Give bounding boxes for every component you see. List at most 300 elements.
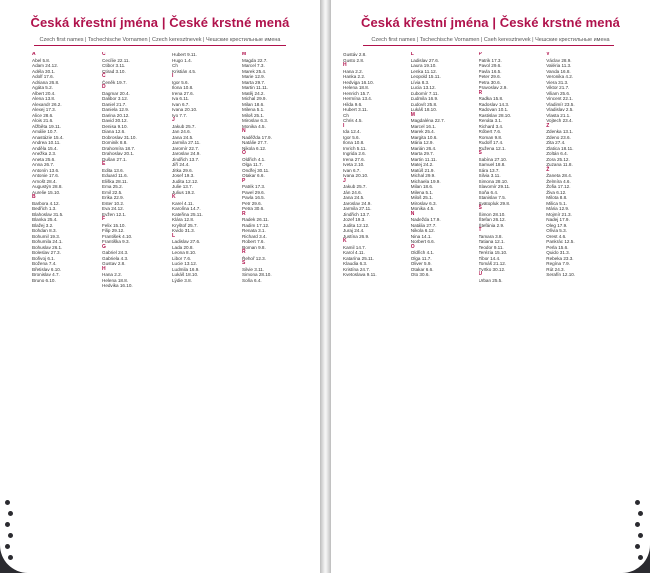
name-entry: Božena 7.4. (32, 261, 57, 266)
names-column (479, 52, 547, 559)
name-entry: Zdeno 23.6. (546, 134, 571, 140)
name-entry: Jaroslav 24.9. (172, 151, 201, 156)
name-entry: Soňa 6.4. (478, 189, 499, 195)
name-entry: Ivo 7.7. (172, 112, 188, 118)
name-entry: Rebeka 23.3. (546, 255, 574, 261)
name-entry: Jakub 25.7. (172, 123, 196, 129)
name-entry: Henrich 15.7. (343, 90, 371, 96)
name-entry: Roman 9.8. (242, 244, 266, 250)
name-entry: Jakub 25.7. (343, 184, 367, 189)
name-entry: Hugo 1.4. (172, 57, 192, 63)
names-column (172, 52, 242, 559)
name-entry: Monika 4.5. (410, 206, 435, 211)
letter-heading: T (478, 227, 482, 233)
name-entry: Magdaléna 22.7. (410, 118, 445, 123)
name-entry: Orest 4.6. (546, 233, 567, 239)
name-entry: Kamil 14.7. (343, 244, 366, 250)
letter-heading: L (410, 52, 414, 57)
name-entry: Miloš 25.1. (242, 112, 265, 118)
book-spine (320, 0, 331, 573)
name-entry: Zita 27.4. (546, 140, 566, 145)
letter-heading: L (172, 232, 176, 239)
letter-heading: K (172, 194, 176, 200)
name-entry: Čeněk 19.7. (102, 79, 127, 85)
name-entry: Adam 24.12. (32, 63, 59, 68)
name-entry: Amálie 10.7. (32, 129, 58, 134)
name-entry: Judita 12.12. (172, 178, 199, 184)
name-entry: Dagmar 20.4. (102, 90, 130, 96)
letter-heading: N (410, 210, 415, 217)
name-entry: Daniel 21.7. (102, 101, 127, 107)
name-entry: Adolf 17.6. (32, 74, 54, 79)
letter-heading: I (172, 73, 174, 79)
name-entry: Pavel 29.6. (242, 189, 265, 195)
letter-heading: A (32, 52, 36, 57)
name-entry: Ladislav 27.6. (410, 57, 440, 63)
name-entry: Laura 19.10. (410, 63, 437, 68)
name-entry: Hana 2.2. (102, 272, 122, 277)
name-entry: Karolína 14.7. (172, 206, 201, 211)
name-entry: František 4.10. (102, 233, 133, 239)
letter-heading: Č (102, 73, 106, 79)
name-entry: Nikola 6.12. (410, 228, 436, 233)
page-title: Česká křestní jména | České krstné mená (30, 15, 290, 30)
names-column (343, 52, 411, 559)
letter-heading: O (410, 243, 415, 250)
name-entry: Marcel 16.1. (410, 123, 437, 129)
letter-heading: Ž (546, 166, 550, 173)
name-entry: Pavla 16.5. (478, 68, 502, 74)
name-entry: Klaudia 6.3. (343, 261, 368, 266)
name-entry: Karel 4.11. (172, 200, 194, 206)
binding-hole (638, 533, 643, 538)
name-entry: Judita 12.12. (343, 222, 370, 228)
name-entry: Veronika 4.2. (546, 74, 574, 79)
name-entry: Helena 18.8. (102, 277, 129, 283)
name-entry: Vojtech 23.4. (546, 118, 573, 123)
name-entry: Oldřich 4.1. (242, 156, 266, 162)
name-entry: Svätopluk 29.8. (478, 200, 511, 206)
binding-hole (638, 511, 643, 516)
name-entry: Leopold 15.11. (410, 74, 441, 79)
name-entry: Michal 29.9. (242, 96, 267, 101)
name-entry: Hubert 3.11. (343, 107, 368, 112)
name-entry: Ľudmila 16.9. (410, 96, 439, 101)
name-entry: Patrik 17.3. (242, 184, 266, 189)
name-entry: Ľubomír 7.11. (410, 90, 439, 96)
name-entry: Aurelie 15.10. (32, 189, 61, 195)
name-entry: Tamara 3.8. (478, 233, 503, 239)
letter-heading: R (242, 210, 246, 217)
names-column (32, 52, 102, 559)
names-column (102, 52, 172, 559)
name-entry: Štefánia 2.9. (478, 222, 505, 228)
name-entry: Katarína 25.11. (343, 255, 375, 261)
name-entry: Rudolf 17.4. (478, 140, 504, 145)
name-entry: Vladislav 2.5. (546, 107, 574, 112)
name-entry: Dominik 8.8. (102, 140, 128, 145)
name-entry: Anděla 15.4. (32, 145, 58, 151)
name-entry: Františka 9.3. (102, 239, 130, 244)
name-entry: Milena 5.1. (242, 107, 265, 112)
names-column (242, 52, 312, 559)
name-entry: Viktor 21.7. (546, 85, 570, 90)
name-entry: Erika 22.9. (102, 195, 124, 200)
name-entry: Darina 20.12. (102, 112, 130, 118)
name-entry: Vlasta 21.1. (546, 112, 571, 118)
name-entry: Alice 28.6. (32, 112, 54, 118)
name-entry: Pavol 29.6. (478, 63, 502, 68)
name-entry: Iveta 2.10. (343, 162, 365, 167)
name-entry: Cecílie 22.11. (102, 57, 130, 63)
name-entry: Richard 3.4. (478, 123, 504, 129)
name-entry: Simona 28.10. (478, 178, 509, 184)
name-entry: Magda 22.7. (242, 57, 268, 63)
binding-hole (5, 522, 10, 527)
letter-heading: P (478, 52, 482, 57)
name-entry: Eduard 11.6. (102, 173, 128, 178)
letter-heading: G (102, 243, 106, 250)
name-entry: Pravoslav 2.9. (478, 85, 508, 90)
binding-hole (638, 555, 643, 560)
letter-heading: I (343, 122, 345, 129)
name-entry: Otakar 6.6. (242, 173, 265, 178)
name-entry: Matúš 21.9. (410, 167, 435, 173)
name-entry: Augustýn 28.8. (32, 184, 63, 189)
name-entry: Justína 26.9. (343, 233, 370, 239)
name-entry: Jana 24.5. (343, 195, 365, 200)
names-columns (343, 52, 614, 559)
name-entry: Jindřich 13.7. (343, 211, 371, 217)
name-entry: Jaromír 22.7. (172, 145, 200, 151)
name-entry: Ema 25.2. (102, 184, 123, 189)
name-entry: Hedviga 16.10. (343, 79, 374, 85)
letter-heading: J (172, 117, 175, 123)
title-rule (34, 45, 286, 46)
binding-hole (8, 511, 13, 516)
name-entry: Marek 25.4. (242, 68, 267, 74)
name-entry: Bruno 6.10. (32, 277, 56, 283)
name-entry: Anežka 2.3. (32, 151, 57, 156)
name-entry: Žaneta 28.4. (546, 173, 573, 178)
name-entry: Urban 25.5. (478, 277, 503, 283)
letter-heading: P (242, 177, 246, 184)
name-entry: Julius 19.2. (172, 189, 196, 195)
name-entry: Emil 22.5. (102, 189, 123, 195)
name-entry: Kryštof 25.7. (172, 222, 198, 228)
name-entry: Ružena 12.1. (478, 145, 506, 151)
name-entry: Aneta 25.6. (32, 156, 56, 162)
name-entry: Adéla 30.1. (32, 68, 56, 74)
binding-hole (8, 533, 13, 538)
name-entry: Serafín 12.10. (546, 272, 576, 277)
name-entry: Václav 28.9. (546, 57, 572, 63)
name-entry: Jarmila 27.11. (172, 140, 201, 145)
name-entry: Tatiana 12.1. (478, 239, 505, 244)
name-entry: Tibor 14.4. (478, 255, 501, 261)
name-entry: Regína 7.9. (546, 261, 571, 266)
page-title: Česká křestní jména | České krstné mená (360, 15, 620, 30)
name-entry: Bořivoj 6.1. (32, 255, 55, 261)
name-entry: Viliam 25.6. (546, 90, 571, 96)
name-entry: Marcel 7.3. (242, 63, 265, 68)
name-entry: Peter 29.6. (478, 74, 501, 79)
name-entry: Hana 2.2. (343, 68, 363, 74)
name-entry: Milena 5.1. (410, 189, 434, 195)
name-entry: Bohdan 8.3. (32, 228, 57, 233)
letter-heading: Ř (242, 249, 246, 255)
name-entry: Alena 13.8. (32, 96, 56, 101)
name-entry: Otakar 6.6. (410, 266, 434, 272)
name-entry: Marek 25.4. (410, 129, 436, 134)
name-entry: Ivan 6.7. (172, 101, 190, 107)
name-entry: Nadej 17.9. (546, 217, 570, 222)
letter-heading: J (343, 177, 346, 184)
name-entry: Radoslav 14.3. (478, 101, 510, 107)
letter-heading: E (102, 161, 106, 167)
name-entry: Marta 29.7. (410, 151, 434, 156)
name-entry: Hilda 9.6. (343, 101, 363, 107)
name-entry: Kateřina 25.11. (172, 211, 203, 217)
name-entry: Teodor 9.11. (478, 244, 504, 250)
name-entry: Samuel 18.8. (478, 162, 506, 167)
name-entry: Tomáš 21.12. (478, 261, 507, 266)
name-entry: Ctirad 3.10. (102, 68, 126, 74)
name-entry: Hubert 9.11. (172, 52, 197, 57)
name-entry: Perla 15.6. (546, 244, 569, 250)
name-entry: Mária 12.9. (410, 140, 434, 145)
name-entry: Kvido 31.3. (172, 228, 195, 233)
name-entry: Viera 31.3. (546, 79, 569, 85)
name-entry: Renata 3.1. (242, 228, 266, 233)
name-entry: Ingrida 2.6. (343, 151, 366, 156)
name-entry: Jozef 19.3. (343, 217, 366, 222)
name-entry: Drahomíra 18.7. (102, 145, 136, 151)
name-entry: Richard 3.4. (242, 233, 267, 239)
name-entry: Anastázie 15.4. (32, 134, 64, 140)
binding-holes-left (3, 0, 17, 573)
name-entry: Robert 7.6. (242, 239, 265, 244)
name-entry: Gustáv 2.8. (343, 52, 367, 57)
name-entry: Blanka 25.4. (32, 217, 58, 222)
name-entry: Petra 30.6. (242, 206, 265, 211)
name-entry: Pankrác 12.5. (546, 239, 575, 244)
name-entry: Olga 11.7. (410, 255, 432, 261)
name-entry: Michaela 19.9. (410, 178, 441, 184)
letter-heading: U (478, 271, 483, 277)
letter-heading: F (102, 216, 106, 222)
name-entry: Kristián 4.5. (172, 68, 197, 74)
name-entry: Bohuslav 26.1. (32, 244, 63, 250)
name-entry: Iva 6.11. (172, 96, 190, 101)
name-entry: Martin 11.11. (410, 156, 437, 162)
binding-hole (635, 544, 640, 549)
binding-hole (5, 500, 10, 505)
name-entry: Evžen 12.1. (102, 211, 127, 217)
name-entry: Ilona 10.8. (172, 85, 194, 90)
name-entry: Irena 27.6. (343, 156, 365, 162)
name-entry: Alžběta 19.11. (32, 123, 62, 129)
name-entry: Mojmír 21.3. (546, 211, 572, 217)
name-entry: Eva 24.12. (102, 206, 124, 211)
name-entry: Rastislav 28.10. (478, 112, 512, 118)
name-entry: Silvia 3.11. (478, 173, 501, 178)
name-entry: Drahoslav 20.1. (102, 151, 135, 156)
letter-heading: C (102, 52, 106, 57)
name-entry: Jaroslav 24.9. (343, 200, 372, 206)
name-entry: Marián 26.4. (410, 145, 437, 151)
name-entry: Andrea 10.11. (32, 140, 61, 145)
name-entry: Norbert 6.6. (410, 239, 436, 244)
name-entry: Dušan 27.1. (102, 156, 127, 162)
name-entry: David 30.12. (102, 118, 128, 123)
name-entry: Bedřich 1.3. (32, 206, 57, 211)
name-entry: Bohumil 19.3. (32, 233, 61, 239)
name-entry: Adriana 26.8. (32, 79, 60, 85)
name-entry: Radim 17.12. (242, 222, 270, 228)
name-entry: Alexandr 26.2. (32, 101, 62, 107)
name-entry: Gustav 2.8. (102, 261, 126, 266)
name-entry: Denisa 9.10. (102, 123, 128, 129)
left-page (0, 0, 320, 573)
name-entry: Miroslav 6.3. (242, 118, 269, 123)
name-entry: Martin 11.11. (242, 85, 269, 90)
name-entry: Petr 29.6. (242, 200, 262, 206)
name-entry: Lýdie 3.8. (172, 277, 192, 283)
name-entry: Terézia 15.10. (478, 250, 508, 255)
name-entry: Ivana 20.10. (343, 173, 369, 178)
letter-heading: V (546, 52, 550, 57)
name-entry: Oldřich 4.1. (410, 250, 435, 255)
name-entry: Rút 24.3. (546, 266, 565, 272)
name-entry: Daniela 12.9. (102, 107, 130, 112)
name-entry: Ida 12.4. (343, 129, 361, 134)
name-entry: Arnošt 28.4. (32, 178, 57, 184)
name-entry: Monika 4.5. (242, 123, 266, 129)
letter-heading: O (242, 150, 246, 156)
name-entry: Simona 28.10. (242, 272, 272, 277)
letter-heading: S (478, 150, 482, 156)
name-entry: Šimon 28.10. (478, 211, 506, 217)
name-entry: Ján 24.6. (343, 189, 362, 195)
name-entry: Felix 15.10. (102, 222, 126, 228)
name-entry: Zoltán 6.4. (546, 151, 568, 156)
page-subtitle: Czech first names | Tschechische Vornamen | Czech keresztnevek | Чешские крестильные имена (39, 37, 281, 43)
name-entry: Řehoř 12.3. (242, 255, 267, 261)
name-entry: Karol 4.11. (343, 250, 365, 255)
name-entry: Gabriel 24.3. (102, 250, 129, 255)
binding-hole (5, 544, 10, 549)
name-entry: Hermína 13.4. (343, 96, 373, 101)
name-entry: Margita 10.6. (410, 134, 438, 140)
letter-heading: N (242, 128, 246, 134)
letter-heading: H (343, 62, 347, 68)
name-entry: Edita 13.6. (102, 167, 124, 173)
name-entry: Valéria 11.3. (546, 63, 572, 68)
binding-hole (635, 522, 640, 527)
name-entry: Jana 24.5. (172, 134, 194, 140)
name-entry: Nadežda 17.9. (410, 217, 441, 222)
name-entry: Igor 5.6. (172, 79, 189, 85)
name-entry: Bohumila 24.1. (32, 239, 63, 244)
name-entry: Natálie 27.7. (242, 140, 268, 145)
name-entry: Silvie 3.11. (242, 266, 265, 272)
name-entry: Filip 29.12. (102, 228, 125, 233)
name-entry: Ch (172, 63, 178, 68)
name-entry: Radka 15.8. (478, 96, 504, 101)
name-entry: Matěj 24.2. (242, 90, 265, 96)
name-entry: Zdenka 13.1. (546, 129, 574, 134)
name-entry: Vladimír 23.5. (546, 101, 575, 107)
name-entry: Milan 18.6. (242, 101, 265, 107)
page-subtitle: Czech first names | Tschechische Vornamen | Cseh keresztnevek | Чешские крестильные имена (371, 37, 610, 43)
name-entry: Barbora 4.12. (32, 200, 60, 206)
name-entry: Dobroslav 31.10. (102, 134, 137, 140)
binding-hole (8, 555, 13, 560)
name-entry: Lada 20.8. (172, 244, 194, 250)
name-entry: Renáta 3.1. (478, 118, 503, 123)
name-entry: Tvrtko 30.12. (478, 266, 506, 272)
name-entry: Vanda 16.8. (546, 68, 571, 74)
name-entry: Vincent 22.1. (546, 96, 573, 101)
name-entry: Lívia 8.3. (410, 79, 430, 85)
name-entry: Zlatica 18.11. (546, 145, 574, 151)
name-entry: Ludmila 16.9. (172, 266, 200, 272)
name-entry: Živa 6.12. (546, 189, 567, 195)
name-entry: Natália 27.7. (410, 222, 437, 228)
name-entry: Eliška 28.11. (102, 178, 128, 184)
name-entry: Abel 5.8. (32, 57, 51, 63)
letter-heading: R (478, 89, 483, 96)
letter-heading: H (102, 265, 106, 272)
name-entry: Alexej 17.3. (32, 107, 57, 112)
name-entry: Radovan 10.1. (478, 107, 509, 112)
name-entry: Matej 24.2. (410, 162, 434, 167)
name-entry: Anna 26.7. (32, 162, 55, 167)
letter-heading: D (102, 84, 106, 90)
name-entry: Blažej 3.2. (32, 222, 54, 228)
name-entry: Ondřej 30.11. (242, 167, 270, 173)
name-entry: Oliver 5.9. (410, 261, 432, 266)
name-entry: Chris 4.5. (343, 118, 363, 123)
name-entry: Igor 5.6. (343, 134, 360, 140)
name-entry: Jarmila 27.11. (343, 206, 372, 211)
name-entry: Stanislav 7.5. (478, 195, 507, 200)
name-entry: Agáta 5.2. (32, 85, 53, 90)
name-entry: Kristína 24.7. (343, 266, 371, 272)
name-entry: Pavla 16.5. (242, 195, 265, 200)
name-entry: Lucia 13.12. (410, 85, 436, 90)
name-entry: Nikola 6.12. (242, 145, 267, 151)
name-entry: Mária 12.9. (546, 206, 570, 211)
letter-heading: Š (478, 205, 482, 211)
name-entry: Juraj 24.4. (343, 228, 365, 233)
name-entry: Jitka 29.6. (172, 167, 193, 173)
name-entry: Želmíra 4.6. (546, 178, 571, 184)
name-entry: Zora 25.12. (546, 156, 570, 162)
name-entry: Břetislav 6.10. (32, 266, 62, 272)
name-entry: Marie 12.9. (242, 74, 265, 79)
letter-heading: K (343, 238, 347, 244)
name-entry: Olívia 5.3. (546, 228, 567, 233)
name-entry: Antonín 13.6. (32, 167, 60, 173)
name-entry: Boleslav 27.3. (32, 250, 61, 255)
letter-heading: M (410, 111, 415, 118)
name-entry: Ilona 10.8. (343, 140, 365, 145)
name-entry: Ch (343, 112, 349, 118)
name-entry: Naděžda 17.9. (242, 134, 272, 140)
name-entry: Ester 10.2. (102, 200, 125, 206)
